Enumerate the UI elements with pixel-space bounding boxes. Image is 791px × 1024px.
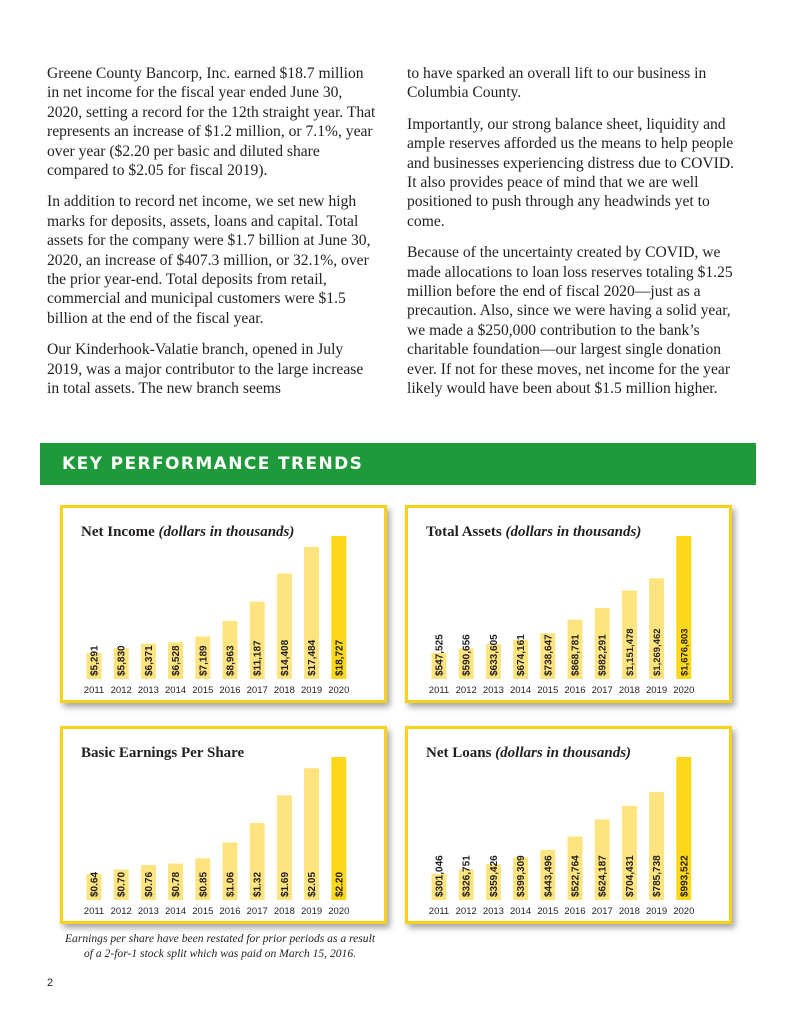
chart-title-main: Total Assets (426, 524, 502, 540)
chart-net-loans-plot (408, 729, 729, 921)
x-tick-label: 2020 (673, 906, 695, 917)
x-tick-label: 2014 (510, 685, 532, 696)
letter-paragraph: Our Kinderhook-Valatie branch, opened in July 2019, was a major contributor to the large increase in total assets. The new branch seems (47, 341, 364, 398)
x-tick-label: 2012 (110, 685, 132, 696)
x-tick-label: 2014 (165, 685, 187, 696)
chart-title-subtitle: (dollars in thousands) (495, 745, 632, 761)
chart-net-income (60, 505, 387, 703)
bar-value-label: $2.20 (334, 871, 346, 897)
chart-net-income-plot (63, 508, 384, 700)
chart-title-main: Basic Earnings Per Share (81, 745, 245, 761)
x-tick-label: 2013 (482, 685, 504, 696)
x-tick-label: 2017 (591, 906, 613, 917)
banner-title: KEY PERFORMANCE TRENDS (62, 454, 364, 474)
chart-total-assets (405, 505, 732, 703)
x-tick-label: 2018 (273, 906, 295, 917)
x-tick-label: 2016 (219, 906, 241, 917)
x-tick-label: 2011 (83, 685, 105, 696)
letter-paragraph: Greene County Bancorp, Inc. earned $18.7 million in net income for the fiscal year ended June 30, 2020, setting a record for the 12th straight year. That represents an increase of $1.2 million, or 7.1%, year over year ($2.20 per basic and diluted share compared to $2.05 for fiscal 2019). (47, 65, 376, 180)
bar-value-label: $5,830 (116, 645, 128, 676)
bar-value-label: $704,431 (624, 855, 636, 897)
bar-value-label: $785,738 (652, 855, 664, 897)
bar-value-label: $359,426 (488, 855, 500, 897)
chart-title-main: Net Loans (426, 745, 492, 761)
x-tick-label: 2012 (110, 906, 132, 917)
x-tick-label: 2016 (564, 685, 586, 696)
bar-value-label: $522,764 (570, 855, 582, 897)
x-tick-label: 2014 (510, 906, 532, 917)
x-tick-label: 2013 (137, 685, 159, 696)
x-tick-label: 2011 (428, 685, 450, 696)
chart-title-subtitle: (dollars in thousands) (505, 524, 642, 540)
x-tick-label: 2020 (328, 906, 350, 917)
bar-value-label: $1.32 (252, 871, 264, 897)
x-tick-label: 2018 (618, 906, 640, 917)
footnote: Earnings per share have been restated for prior periods as a result of a 2-for-1 stock split which was paid on March 15, 2016. (64, 932, 376, 960)
chart-title-subtitle: (dollars in thousands) (158, 524, 295, 540)
x-tick-label: 2019 (301, 685, 323, 696)
bar-value-label: $11,187 (252, 640, 264, 676)
letter-paragraph: Because of the uncertainty created by COVID, we made allocations to loan loss reserves totaling $1.25 million before the end of fiscal 2020—just as a precaution. Also, since we were having a solid year, we made a $250,000 contribution to the bank’s charitable foundation—our largest single donation ever. If not for these moves, net income for the year likely would have been about $1.5 million higher. (407, 244, 733, 398)
x-tick-label: 2016 (219, 685, 241, 696)
x-tick-label: 2017 (246, 906, 268, 917)
bar-value-label: $868,781 (570, 634, 582, 676)
bar-value-label: $633,605 (488, 634, 500, 676)
x-tick-label: 2019 (301, 906, 323, 917)
letter-column-left (47, 64, 377, 411)
bar-value-label: $1,151,478 (624, 628, 636, 676)
bar-value-label: $993,522 (679, 855, 691, 897)
bar-value-label: $0.85 (198, 871, 210, 897)
bar-value-label: $8,963 (225, 645, 237, 676)
bar-value-label: $2.05 (307, 871, 319, 897)
bar-value-label: $0.64 (89, 871, 101, 897)
chart-net-loans (405, 726, 732, 924)
chart-basic-eps-plot (63, 729, 384, 921)
x-tick-label: 2015 (537, 685, 559, 696)
x-tick-label: 2016 (564, 906, 586, 917)
bar-value-label: $443,496 (543, 855, 555, 897)
section-banner (40, 443, 756, 485)
bar-value-label: $6,528 (171, 645, 183, 676)
bar-value-label: $674,161 (516, 634, 528, 676)
bar-value-label: $624,187 (597, 855, 609, 897)
bar-value-label: $1,269,462 (652, 628, 664, 676)
bar-value-label: $7,189 (198, 645, 210, 676)
bar-value-label: $738,647 (543, 634, 555, 676)
page-number: 2 (47, 977, 54, 989)
bar-value-label: $18,727 (334, 639, 346, 676)
x-tick-label: 2011 (83, 906, 105, 917)
x-tick-label: 2015 (192, 685, 214, 696)
chart-title-main: Net Income (81, 524, 155, 540)
x-tick-label: 2018 (273, 685, 295, 696)
x-tick-label: 2013 (137, 906, 159, 917)
bar-value-label: $1.69 (279, 871, 291, 897)
bar-value-label: $5,291 (89, 645, 101, 676)
x-tick-label: 2013 (482, 906, 504, 917)
x-tick-label: 2018 (618, 685, 640, 696)
x-tick-label: 2019 (646, 906, 668, 917)
bar-value-label: $1,676,803 (679, 628, 691, 676)
x-tick-label: 2012 (455, 906, 477, 917)
chart-total-assets-plot (408, 508, 729, 700)
bar-value-label: $590,656 (461, 634, 473, 676)
bar-value-label: $982,291 (597, 634, 609, 676)
bar-value-label: $1.06 (225, 871, 237, 897)
letter-paragraph: to have sparked an overall lift to our business in Columbia County. (407, 65, 707, 102)
bar-value-label: $14,408 (279, 639, 291, 676)
x-tick-label: 2020 (673, 685, 695, 696)
x-tick-label: 2011 (428, 906, 450, 917)
bar-value-label: $0.76 (143, 871, 155, 897)
letter-column-right (407, 64, 747, 411)
bar-value-label: $0.78 (171, 871, 183, 897)
bar-value-label: $399,309 (516, 855, 528, 897)
chart-basic-eps (60, 726, 387, 924)
bar-value-label: $326,751 (461, 855, 473, 897)
x-tick-label: 2012 (455, 685, 477, 696)
x-tick-label: 2020 (328, 685, 350, 696)
x-tick-label: 2017 (591, 685, 613, 696)
x-tick-label: 2015 (192, 906, 214, 917)
bar-value-label: $17,484 (307, 639, 319, 676)
x-tick-label: 2014 (165, 906, 187, 917)
bar-value-label: $6,371 (143, 645, 155, 676)
x-tick-label: 2015 (537, 906, 559, 917)
letter-paragraph: Importantly, our strong balance sheet, liquidity and ample reserves afforded us the means to help people and businesses experiencing distress due to COVID. It also provides peace of mind that we are well positioned to push through any headwinds yet to come. (407, 115, 734, 230)
x-tick-label: 2017 (246, 685, 268, 696)
bar-value-label: $301,046 (434, 855, 446, 897)
bar-value-label: $0.70 (116, 871, 128, 897)
bar-value-label: $547,525 (434, 634, 446, 676)
x-tick-label: 2019 (646, 685, 668, 696)
letter-paragraph: In addition to record net income, we set new high marks for deposits, assets, loans and capital. Total assets for the company were $1.7 billion at June 30, 2020, an increase of $407.3 million, or 32.1%, over the prior year-end. Total deposits from retail, commercial and municipal customers were $1.5 billion at the end of the fiscal year. (47, 193, 371, 327)
